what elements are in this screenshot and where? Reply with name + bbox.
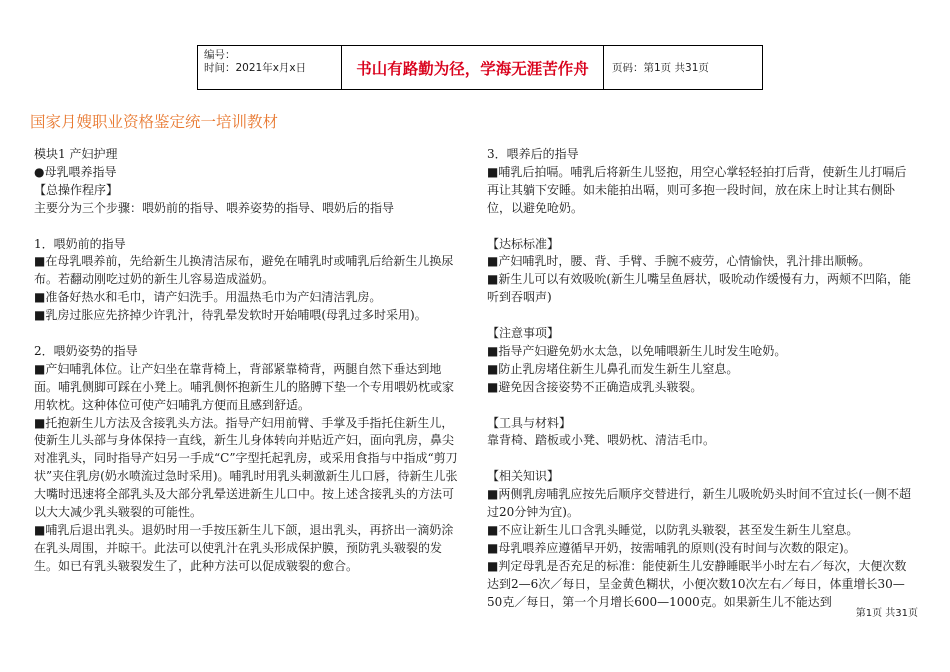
paragraph: 模块1 产妇护理 (34, 147, 118, 161)
paragraph: 主要分为三个步骤：喂奶前的指导、喂养姿势的指导、喂奶后的指导 (34, 200, 395, 215)
document-title: 国家月嫂职业资格鉴定统一培训教材 (30, 113, 279, 131)
header-motto: 书山有路勤为径，学海无涯苦作舟 (342, 46, 604, 89)
paragraph: ■避免因含接姿势不正确造成乳头皲裂。 (487, 379, 703, 394)
paragraph: 2．喂奶姿势的指导 (34, 343, 138, 358)
paragraph-spacer (487, 397, 917, 415)
paragraph: ■乳房过胀应先挤掉少许乳汁，待乳晕发软时开始哺喂(母乳过多时采用)。 (34, 308, 427, 323)
paragraph: ■产妇哺乳时，腰、背、手臂、手腕不疲劳，心情愉快，乳汁排出顺畅。 (487, 254, 871, 269)
paragraph: ■哺乳后拍嗝。哺乳后将新生儿竖抱，用空心掌轻轻拍打后背，使新生儿打嗝后再让其躺下安睡。如未能拍出嗝，则可多抱一段时间，放在床上时让其右侧卧位，以避免呛奶。 (487, 164, 907, 215)
paragraph: ■判定母乳是否充足的标准：能使新生儿安静睡眠半小时左右／每次，大便次数达到2—6次／每日，呈金黄色糊状，小便次数10次左右／每日，体重增长30—50克／每日，第一个月增长600—1000克。如果新生儿不能达到 (487, 558, 907, 609)
paragraph: ■在母乳喂养前，先给新生儿换清洁尿布，避免在哺乳时或哺乳后给新生儿换尿布。若翻动刚吃过奶的新生儿容易造成溢奶。 (34, 254, 454, 287)
paragraph: 【相关知识】 (487, 469, 560, 484)
header-page-label: 页码：第1页 共31页 (612, 62, 709, 74)
paragraph-spacer (34, 325, 464, 343)
header-table (197, 45, 763, 90)
paragraph: ■托抱新生儿方法及含接乳头方法。指导产妇用前臂、手掌及手指托住新生儿，使新生儿头部与身体保持一直线，新生儿身体转向并贴近产妇，面向乳房，鼻尖对准乳头，同时指导产妇另一手成“C”字型托起乳房，或采用食指与中指成“剪刀状”夹住乳房(奶水喷流过急时采用)。哺乳时用乳头刺激新生儿口唇，待新生儿张大嘴时迅速将全部乳头及大部分乳晕送进新生儿口中。按上述含接乳头的方法可以大大减少乳头皲裂的可能性。 (34, 415, 458, 520)
paragraph: 靠背椅、踏板或小凳、喂奶枕、清洁毛巾。 (487, 433, 716, 448)
left-column (34, 146, 464, 576)
right-column (487, 146, 917, 612)
paragraph: ■不应让新生儿口含乳头睡觉，以防乳头皲裂，甚至发生新生儿窒息。 (487, 522, 859, 537)
paragraph: 【总操作程序】 (34, 182, 119, 197)
paragraph: 1．喂奶前的指导 (34, 236, 126, 251)
paragraph: 【工具与材料】 (487, 415, 572, 430)
paragraph: ●母乳喂养指导 (34, 164, 117, 179)
header-meta-cell (198, 46, 342, 89)
paragraph: ■防止乳房堵住新生儿鼻孔而发生新生儿窒息。 (487, 361, 739, 376)
page-footer: 第1页 共31页 (855, 608, 918, 619)
paragraph: 【达标标准】 (487, 236, 560, 251)
paragraph: ■哺乳后退出乳头。退奶时用一手按压新生儿下颌，退出乳头，再挤出一滴奶涂在乳头周围，并晾干。此法可以使乳汁在乳头形成保护膜，预防乳头皲裂的发生。如已有乳头皲裂发生了，此种方法可以促成皲裂的愈合。 (34, 523, 454, 573)
paragraph: ■产妇哺乳体位。让产妇坐在靠背椅上，背部紧靠椅背，两腿自然下垂达到地面。哺乳侧脚可踩在小凳上。哺乳侧怀抱新生儿的胳膊下垫一个专用喂奶枕或家用软枕。这种体位可使产妇哺乳方便而且感到舒适。 (34, 361, 455, 412)
paragraph: ■两侧乳房哺乳应按先后顺序交替进行，新生儿吸吮奶头时间不宜过长(一侧不超过20分钟为宜)。 (487, 487, 912, 520)
time-label: 时间：2021年x月x日 (204, 62, 307, 74)
paragraph: 3．喂养后的指导 (487, 147, 579, 161)
paragraph-spacer (487, 450, 917, 468)
paragraph: ■准备好热水和毛巾，请产妇洗手。用温热毛巾为产妇清洁乳房。 (34, 290, 382, 305)
paragraph-spacer (487, 307, 917, 325)
paragraph: ■指导产妇避免奶水太急，以免哺喂新生儿时发生呛奶。 (487, 343, 787, 358)
paragraph: 【注意事项】 (487, 326, 560, 341)
code-label: 编号： (204, 49, 236, 61)
paragraph: ■新生儿可以有效吸吮(新生儿嘴呈鱼唇状，吸吮动作缓慢有力，两颊不凹陷，能听到吞咽声) (487, 272, 912, 305)
paragraph-spacer (34, 218, 464, 236)
paragraph: ■母乳喂养应遵循早开奶，按需哺乳的原则(没有时间与次数的限定)。 (487, 540, 856, 555)
paragraph-spacer (487, 218, 917, 236)
